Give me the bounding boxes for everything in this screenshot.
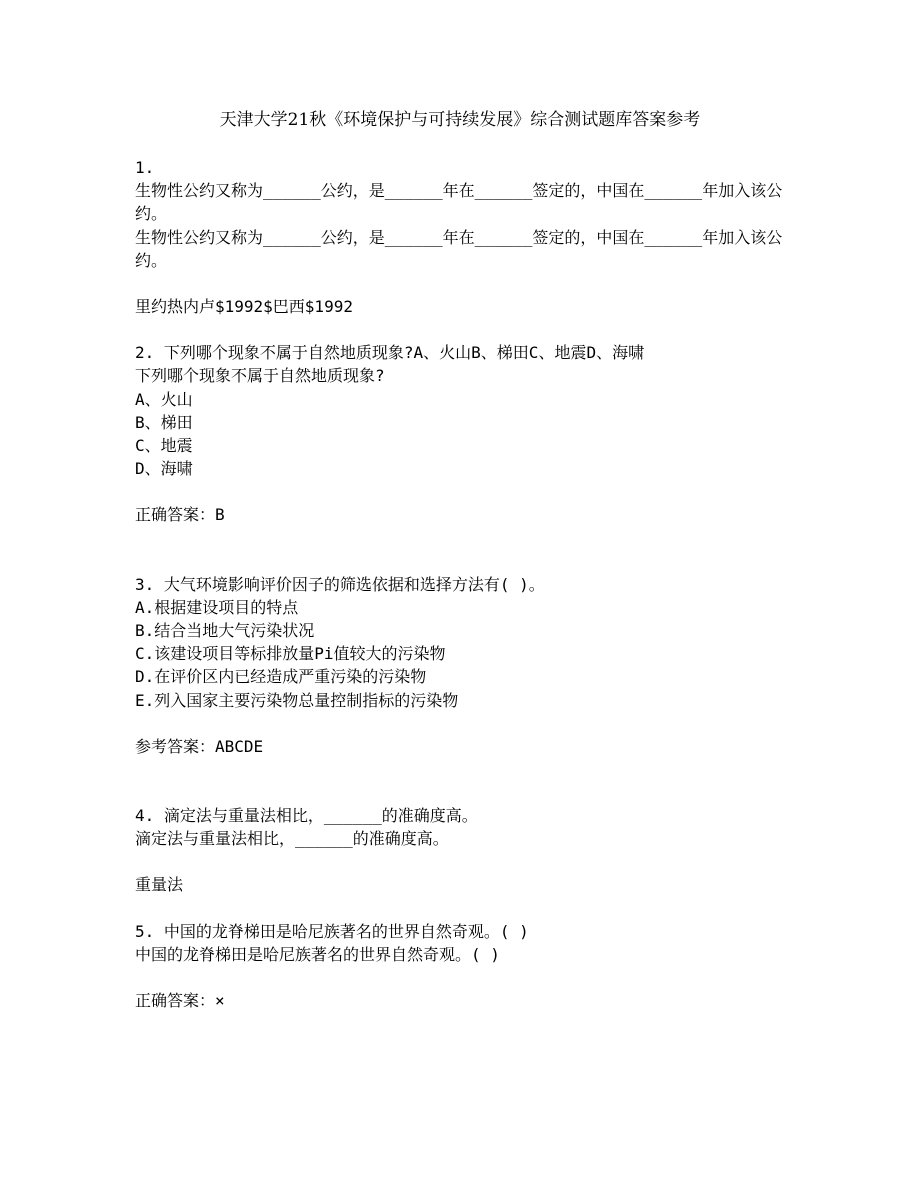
document-title: 天津大学21秋《环境保护与可持续发展》综合测试题库答案参考 <box>219 110 701 130</box>
question-heading <box>135 804 795 827</box>
spacer <box>135 966 795 989</box>
question-heading-text: 滴定法与重量法相比，______的准确度高。 <box>163 806 478 826</box>
question-number: 5. <box>135 921 155 941</box>
answer-text: 里约热内卢$1992$巴西$1992 <box>135 297 353 317</box>
spacer <box>135 480 795 503</box>
question-heading <box>135 341 795 364</box>
spacer <box>135 272 795 295</box>
question-3 <box>135 573 795 758</box>
option-d: D、海啸 <box>135 459 193 479</box>
answer-text: 重量法 <box>135 875 184 895</box>
spacer <box>135 527 795 573</box>
question-text: 生物性公约又称为______公约，是______年在______签定的，中国在______年加入该公约。 <box>135 181 783 224</box>
spacer <box>135 712 795 735</box>
question-number: 2. <box>135 343 155 363</box>
option-a: A.根据建设项目的特点 <box>135 597 299 617</box>
question-heading-text: 下列哪个现象不属于自然地质现象?A、火山B、梯田C、地震D、海啸 <box>163 343 645 363</box>
option-a: A、火山 <box>135 389 193 409</box>
question-number: 3. <box>135 574 155 594</box>
spacer <box>135 318 795 341</box>
question-stem: 中国的龙脊梯田是哈尼族著名的世界自然奇观。( ) <box>135 944 500 964</box>
spacer <box>135 758 795 804</box>
spacer <box>135 850 795 873</box>
question-2 <box>135 341 795 526</box>
question-4 <box>135 804 795 897</box>
answer-text: 正确答案：B <box>135 505 225 525</box>
question-number: 1. <box>135 158 155 177</box>
option-e: E.列入国家主要污染物总量控制指标的污染物 <box>135 690 459 710</box>
question-heading-text: 中国的龙脊梯田是哈尼族著名的世界自然奇观。( ) <box>163 921 529 941</box>
answer-text: 参考答案：ABCDE <box>135 736 264 756</box>
option-c: C.该建设项目等标排放量Pi值较大的污染物 <box>135 644 446 664</box>
question-5 <box>135 920 795 1013</box>
question-heading <box>135 920 795 943</box>
question-number: 4. <box>135 806 155 826</box>
option-d: D.在评价区内已经造成严重污染的污染物 <box>135 667 427 687</box>
option-c: C、地震 <box>135 436 193 456</box>
question-text: 生物性公约又称为______公约，是______年在______签定的，中国在______年加入该公约。 <box>135 227 783 270</box>
question-list <box>135 156 795 1012</box>
question-heading <box>135 573 795 596</box>
question-heading-text: 大气环境影响评价因子的筛选依据和选择方法有( )。 <box>163 574 545 594</box>
question-1 <box>135 156 795 318</box>
answer-text: 正确答案：× <box>135 991 225 1011</box>
option-b: B.结合当地大气污染状况 <box>135 621 315 641</box>
option-b: B、梯田 <box>135 412 193 432</box>
question-stem: 滴定法与重量法相比，______的准确度高。 <box>135 829 449 849</box>
question-stem: 下列哪个现象不属于自然地质现象? <box>135 366 385 386</box>
spacer <box>135 897 795 920</box>
